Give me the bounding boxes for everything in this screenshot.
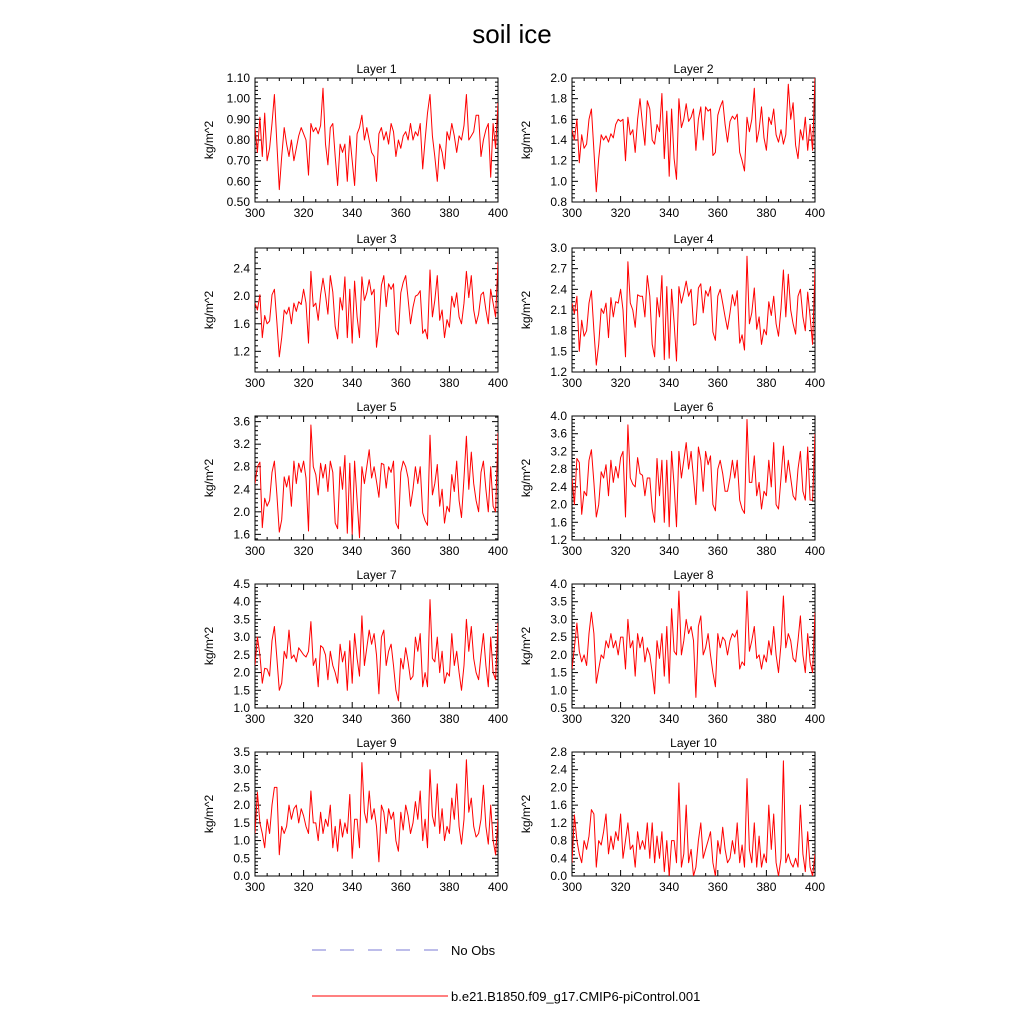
x-tick-label: 360: [707, 376, 728, 390]
x-tick-label: 400: [804, 712, 826, 726]
x-tick-label: 380: [439, 712, 460, 726]
y-tick-label: 0.8: [550, 833, 567, 848]
y-tick-label: 2.4: [233, 482, 250, 497]
y-tick-label: 1.4: [550, 133, 567, 147]
x-tick-label: 320: [293, 712, 314, 726]
x-tick-label: 300: [244, 206, 266, 220]
legend-label: No Obs: [451, 943, 496, 958]
y-axis-label: kg/m^2: [519, 458, 533, 498]
plot-frame: [572, 248, 815, 372]
x-tick-label: 300: [244, 712, 266, 726]
y-tick-label: 2.0: [550, 780, 567, 795]
y-axis-label: kg/m^2: [519, 794, 533, 834]
y-tick-label: 2.0: [550, 497, 567, 512]
y-tick-label: 1.6: [233, 527, 250, 542]
x-tick-label: 360: [707, 544, 728, 558]
x-tick-label: 400: [804, 376, 826, 390]
figure-title: soil ice: [472, 19, 552, 49]
series-line: [572, 420, 815, 527]
y-tick-label: 3.5: [550, 594, 567, 609]
x-tick-label: 320: [610, 880, 631, 894]
y-axis-label: kg/m^2: [519, 120, 533, 160]
plot-frame: [255, 416, 498, 540]
x-tick-label: 340: [342, 880, 363, 894]
y-tick-label: 2.0: [233, 665, 250, 680]
y-tick-label: 0.0: [550, 869, 567, 883]
y-tick-label: 2.4: [550, 762, 567, 777]
y-tick-label: 1.10: [226, 71, 250, 85]
y-tick-label: 2.8: [550, 745, 567, 759]
x-tick-label: 400: [487, 712, 509, 726]
x-tick-label: 300: [561, 544, 583, 558]
panel-layer-3: [202, 232, 508, 390]
legend-item-1: [312, 943, 496, 958]
legend-label: b.e21.B1850.f09_g17.CMIP6-piControl.001: [451, 989, 701, 1004]
x-tick-label: 340: [659, 544, 680, 558]
series-line: [255, 425, 498, 538]
y-tick-label: 1.8: [550, 91, 567, 106]
panels: [202, 62, 825, 894]
legend: [312, 943, 700, 1004]
x-tick-label: 380: [756, 206, 777, 220]
y-tick-label: 1.2: [233, 344, 250, 359]
y-axis-label: kg/m^2: [202, 290, 216, 330]
series-line: [572, 761, 815, 876]
x-tick-label: 380: [439, 376, 460, 390]
y-tick-label: 1.0: [233, 701, 250, 715]
x-tick-label: 320: [610, 544, 631, 558]
x-tick-label: 400: [804, 206, 826, 220]
y-tick-label: 1.6: [550, 515, 567, 530]
x-tick-label: 360: [390, 206, 411, 220]
y-tick-label: 1.2: [550, 365, 567, 379]
y-tick-label: 3.0: [550, 612, 567, 627]
x-tick-label: 360: [390, 712, 411, 726]
y-tick-label: 0.5: [550, 701, 567, 715]
panel-layer-8: [519, 568, 825, 726]
series-line: [255, 600, 498, 701]
y-tick-label: 2.5: [233, 647, 250, 662]
x-tick-label: 320: [610, 376, 631, 390]
x-tick-label: 360: [390, 376, 411, 390]
panel-title: Layer 9: [356, 736, 397, 750]
x-tick-label: 340: [342, 206, 363, 220]
panel-title: Layer 3: [356, 232, 397, 246]
y-tick-label: 3.6: [550, 426, 567, 441]
series-line: [255, 88, 498, 189]
x-tick-label: 340: [342, 544, 363, 558]
y-tick-label: 1.0: [550, 683, 567, 698]
panel-layer-7: [202, 568, 508, 726]
y-tick-label: 2.7: [550, 261, 567, 276]
y-tick-label: 4.5: [233, 577, 250, 591]
y-axis-label: kg/m^2: [519, 290, 533, 330]
panel-title: Layer 7: [356, 568, 397, 582]
x-tick-label: 380: [756, 544, 777, 558]
y-axis-label: kg/m^2: [202, 794, 216, 834]
y-tick-label: 2.0: [233, 289, 250, 304]
series-line: [572, 591, 815, 697]
x-tick-label: 340: [659, 712, 680, 726]
x-tick-label: 320: [293, 544, 314, 558]
x-tick-label: 320: [610, 712, 631, 726]
y-tick-label: 1.2: [550, 153, 567, 168]
x-tick-label: 400: [804, 880, 826, 894]
y-tick-label: 3.5: [233, 745, 250, 759]
panel-layer-6: [519, 400, 825, 558]
x-tick-label: 340: [342, 376, 363, 390]
x-tick-label: 360: [707, 880, 728, 894]
y-tick-label: 1.0: [233, 833, 250, 848]
x-tick-label: 300: [244, 376, 266, 390]
y-axis-label: kg/m^2: [519, 626, 533, 666]
y-tick-label: 0.5: [233, 851, 250, 866]
x-tick-label: 400: [804, 544, 826, 558]
y-tick-label: 2.0: [550, 71, 567, 85]
y-tick-label: 1.2: [550, 533, 567, 547]
x-tick-label: 360: [707, 712, 728, 726]
y-tick-label: 2.4: [550, 479, 567, 494]
y-tick-label: 1.5: [550, 665, 567, 680]
panel-layer-2: [519, 62, 825, 220]
y-tick-label: 1.6: [233, 316, 250, 331]
y-tick-label: 2.4: [550, 282, 567, 297]
y-tick-label: 0.4: [550, 851, 567, 866]
x-tick-label: 400: [487, 376, 509, 390]
y-tick-label: 2.5: [550, 630, 567, 645]
panel-layer-10: [519, 736, 825, 894]
panel-title: Layer 10: [670, 736, 717, 750]
series-line: [255, 760, 498, 862]
x-tick-label: 340: [659, 206, 680, 220]
legend-item-2: [312, 989, 700, 1004]
y-tick-label: 1.00: [226, 91, 250, 106]
y-tick-label: 4.0: [550, 577, 567, 591]
y-tick-label: 1.6: [550, 798, 567, 813]
x-tick-label: 320: [293, 206, 314, 220]
x-tick-label: 340: [659, 880, 680, 894]
x-tick-label: 400: [487, 206, 509, 220]
y-tick-label: 3.0: [550, 241, 567, 255]
y-tick-label: 2.1: [550, 303, 567, 317]
series-line: [572, 256, 815, 365]
x-tick-label: 380: [439, 206, 460, 220]
panel-layer-9: [202, 736, 508, 894]
x-tick-label: 300: [244, 544, 266, 558]
y-tick-label: 1.8: [550, 323, 567, 338]
y-tick-label: 3.2: [550, 444, 567, 459]
y-axis-label: kg/m^2: [202, 458, 216, 498]
y-tick-label: 2.0: [233, 504, 250, 519]
y-tick-label: 0.8: [550, 195, 567, 209]
x-tick-label: 300: [561, 376, 583, 390]
x-tick-label: 380: [439, 544, 460, 558]
y-tick-label: 0.80: [226, 133, 250, 147]
y-tick-label: 0.90: [226, 112, 250, 127]
x-tick-label: 320: [610, 206, 631, 220]
x-tick-label: 400: [487, 544, 509, 558]
y-tick-label: 2.0: [550, 647, 567, 662]
x-tick-label: 300: [561, 712, 583, 726]
y-tick-label: 1.2: [550, 815, 567, 830]
y-tick-label: 3.5: [233, 612, 250, 627]
y-tick-label: 4.0: [550, 409, 567, 423]
x-tick-label: 380: [756, 712, 777, 726]
y-tick-label: 4.0: [233, 594, 250, 609]
x-tick-label: 320: [293, 880, 314, 894]
y-tick-label: 1.5: [550, 344, 567, 359]
x-tick-label: 300: [561, 206, 583, 220]
y-tick-label: 2.8: [550, 462, 567, 477]
x-tick-label: 360: [390, 544, 411, 558]
x-tick-label: 380: [756, 376, 777, 390]
plot-frame: [255, 752, 498, 876]
y-tick-label: 0.70: [226, 153, 250, 168]
panel-title: Layer 6: [673, 400, 714, 414]
y-axis-label: kg/m^2: [202, 120, 216, 160]
series-line: [572, 76, 815, 192]
y-tick-label: 2.0: [233, 798, 250, 813]
x-tick-label: 400: [487, 880, 509, 894]
y-tick-label: 3.0: [233, 630, 250, 645]
y-tick-label: 1.5: [233, 683, 250, 698]
x-tick-label: 340: [659, 376, 680, 390]
y-tick-label: 2.5: [233, 780, 250, 795]
y-tick-label: 1.5: [233, 815, 250, 830]
x-tick-label: 360: [707, 206, 728, 220]
y-tick-label: 0.60: [226, 174, 250, 189]
y-tick-label: 0.0: [233, 869, 250, 883]
y-tick-label: 1.0: [550, 174, 567, 189]
x-tick-label: 380: [756, 880, 777, 894]
y-tick-label: 3.0: [233, 762, 250, 777]
panel-title: Layer 5: [356, 400, 397, 414]
y-tick-label: 2.4: [233, 261, 250, 276]
x-tick-label: 320: [293, 376, 314, 390]
x-tick-label: 380: [439, 880, 460, 894]
panel-title: Layer 4: [673, 232, 714, 246]
panel-title: Layer 1: [356, 62, 397, 76]
x-tick-label: 360: [390, 880, 411, 894]
panel-layer-4: [519, 232, 825, 390]
y-tick-label: 0.50: [226, 195, 250, 209]
panel-title: Layer 8: [673, 568, 714, 582]
panel-layer-1: [202, 62, 508, 220]
x-tick-label: 300: [244, 880, 266, 894]
panel-title: Layer 2: [673, 62, 714, 76]
x-tick-label: 340: [342, 712, 363, 726]
y-tick-label: 3.2: [233, 437, 250, 452]
y-tick-label: 2.8: [233, 459, 250, 474]
y-tick-label: 1.6: [550, 112, 567, 127]
panel-layer-5: [202, 400, 508, 558]
plot-frame: [572, 752, 815, 876]
y-axis-label: kg/m^2: [202, 626, 216, 666]
plot-frame: [255, 248, 498, 372]
y-tick-label: 3.6: [233, 414, 250, 429]
series-line: [255, 262, 498, 357]
x-tick-label: 300: [561, 880, 583, 894]
